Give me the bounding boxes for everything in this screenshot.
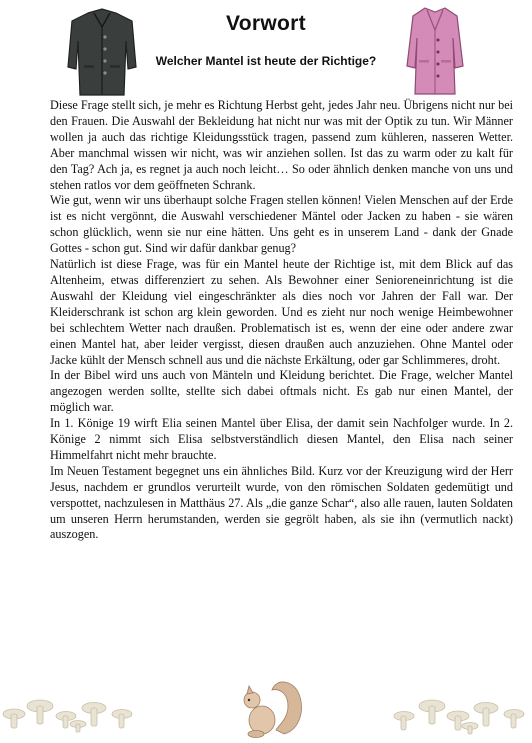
squirrel-icon [244,682,302,738]
paragraph: Im Neuen Testament begegnet uns ein ähnliches Bild. Kurz vor der Kreuzigung wird der Herr Jesus, nachdem er grundlos verurteilt wurde, von den römischen Soldaten gedemütigt und verspottet, nachzulesen in Matthäus 27. Als „die ganze Schar“, also alle rauen, lauten Soldaten um unseren Herrn herumstanden, werden sie gegrölt haben, als sie ihn (vermutlich nackt) auszogen. [50,463,513,542]
page-subtitle: Welcher Mantel ist heute der Richtige? [155,54,377,68]
page-title: Vorwort [226,12,306,35]
paragraph: In der Bibel wird uns auch von Mänteln und Kleidung berichtet. Die Frage, welcher Mantel angezogen werden sollte, stellte sich dabei oftmals nicht. Es gab nur einen Mantel, der möglich war. [50,368,513,415]
mushrooms-left [3,700,132,732]
paragraph: Wie gut, wenn wir uns überhaupt solche Fragen stellen können! Vielen Menschen auf der Erde ist es nicht vergönnt, die Auswahl verschiedener Mäntel oder Jacken zu haben - sie wären schon glücklich, wenn sie nur eine hätten. Uns geht es in unserem Land - dank der Gnade Gottes - schon gut. Sind wir dafür dankbar genug? [50,193,513,256]
mushroom-squirrel-border [0,660,532,743]
paragraph: In 1. Könige 19 wirft Elia seinen Mantel über Elisa, der damit sein Nachfolger wurde. In 2. Könige 2 nimmt sich Elisa selbstverständlich diesen Mantel, den Elisa nach seiner Himmelfahrt nicht mehr brauchte. [50,416,513,462]
coat-illustration [405,4,465,98]
mushrooms-right [394,700,524,734]
preface-body [50,98,513,543]
paragraph: Natürlich ist diese Frage, was für ein Mantel heute der Richtige ist, mit dem Blick auf das Altenheim, etwas differenziert zu sehen. Als Bewohner einer Senioreneinrichtung ist die Auswahl der Kleidung viel eingeschränkter als dies noch vor Jahren der Fall war. Der Kleiderschrank ist schon arg klein geworden. Und es zieht nur noch wenige Heimbewohner bei schlechtem Wetter nach draußen. Problematisch ist es, wenn der eine oder andere zwar einen Mantel hat, aber leider vergisst, diesen draußen auch anzuziehen. Ohne Mantel oder Jacke kühlt der Mensch schnell aus und die nächste Erkältung, oder gar Schlimmeres, droht. [50,257,513,367]
paragraph: Diese Frage stellt sich, je mehr es Richtung Herbst geht, jedes Jahr neu. Übrigens nicht nur bei den Frauen. Die Auswahl der Bekleidung hat nicht nur was mit der Optik zu tun. Wir Männer wollen ja auch das richtige Kleidungsstück tragen, passend zum kühleren, nasseren Wetter. Aber manchmal wissen wir nicht, was wir anziehen sollen. Ist das zu warm oder zu kalt für den Tag? Ach ja, es regnet ja auch noch leicht… So oder ähnlich denken manche von uns und stehen ratlos vor dem geöffneten Schrank. [50,98,513,192]
